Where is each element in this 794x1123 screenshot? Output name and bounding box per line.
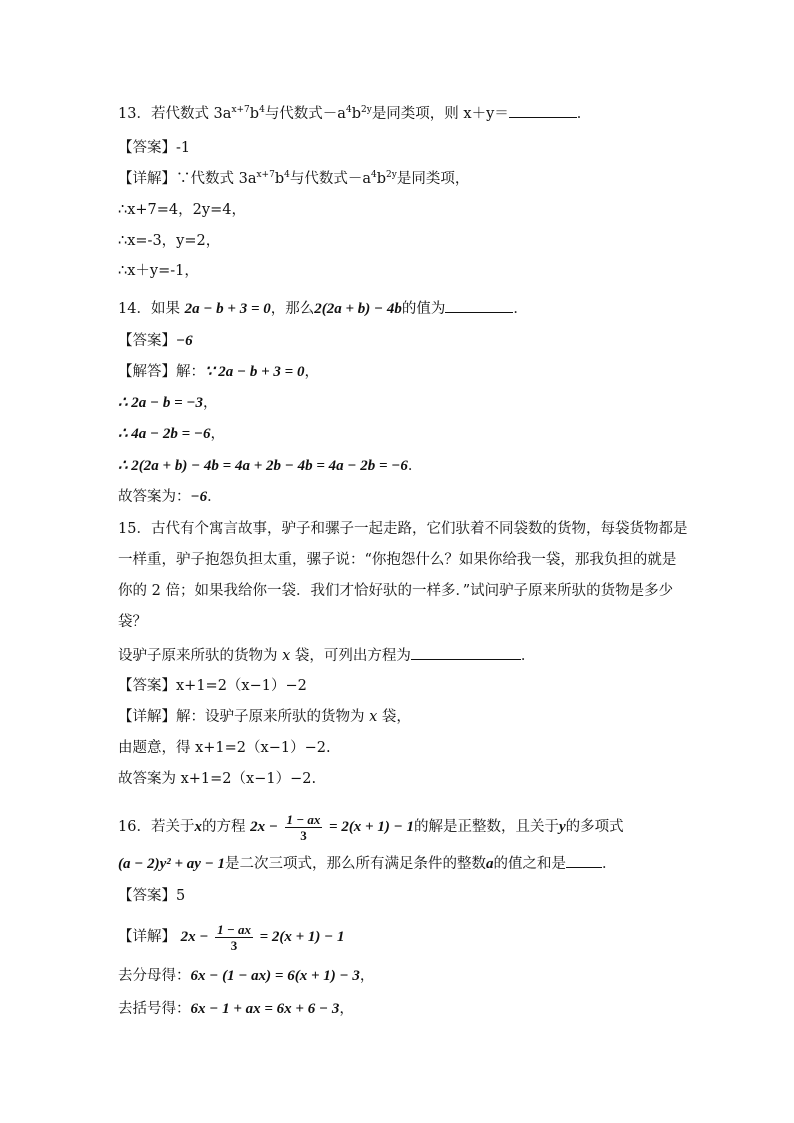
q13-stem [118, 103, 591, 126]
q13-detail-text: 是同类项， [396, 171, 470, 187]
q13-detail-text: 与代数式－a [289, 171, 372, 187]
q14-solution-expression: ∴ 2a − b = −3 [118, 395, 204, 411]
q16-variable-a: a [486, 856, 494, 872]
q16-answer-blank [566, 853, 602, 868]
q16-fraction [285, 812, 323, 843]
q13-detail-text: b [376, 171, 387, 187]
q16-variable-x: x [194, 819, 202, 835]
q14-final-answer [118, 487, 222, 507]
q13-detail [118, 169, 469, 191]
q14-solution-expression: ∴ 2(2a + b) − 4b = 4a + 2b − 4b = 4a − 2b = −6 [118, 458, 408, 474]
q16-step-label: 去分母得： [118, 968, 191, 984]
q16-variable-y: y [558, 819, 566, 835]
q16-stem-text: ． [602, 856, 617, 872]
q13-answer: 【答案】-1 [118, 140, 191, 156]
q14-stem-text: ，那么 [270, 301, 315, 317]
q16-fraction-denominator: 3 [300, 827, 307, 843]
q15-detail-line-2: 由题意，得 x+1=2（x−1）−2. [118, 740, 331, 756]
q13-stem-text: 是同类项，则 x＋y＝ [371, 106, 509, 122]
q14-stem [118, 298, 528, 319]
q15-stem-text: 袋，可列出方程为 [290, 648, 411, 664]
q14-answer-label: 【答案】 [118, 333, 176, 349]
q13-detail-text: 【详解】∵代数式 3a [118, 171, 257, 187]
q14-final-label: 故答案为： [118, 489, 191, 505]
q14-target-expression: 2(2a + b) − 4b [314, 301, 402, 317]
q15-variable-x: x [369, 709, 378, 725]
q16-stem-line-1 [118, 810, 624, 844]
q16-detail-line [118, 920, 345, 954]
q14-solution-line-3 [118, 424, 225, 444]
q13-stem-text: 与代数式－a [264, 106, 346, 122]
q13-step-1: ∴x+7=4，2y=4， [118, 202, 246, 218]
q14-solution-expression: ∴ 4a − 2b = −6 [118, 426, 211, 442]
q14-condition-expression: 2a − b + 3 = 0 [184, 301, 271, 317]
q13-answer-blank [509, 103, 577, 118]
q15-answer-blank [411, 645, 521, 660]
q16-fraction-numerator: 1 − ax [286, 811, 321, 827]
q14-stem-text: 14．如果 [118, 301, 180, 317]
q16-step-expression: 6x − (1 − ax) = 6(x + 1) − 3 [190, 968, 360, 984]
q15-detail-line-3: 故答案为 x+1=2（x−1）−2. [118, 771, 317, 787]
q13-exponent: x+7 [256, 170, 275, 180]
q16-stem-text: 的值之和是 [493, 856, 567, 872]
q15-detail-line-1 [118, 707, 411, 727]
q15-variable-x: x [282, 648, 291, 664]
q15-detail-text: 【详解】解：设驴子原来所驮的货物为 [118, 709, 370, 725]
q14-solution-label: 【解答】解： [118, 364, 205, 380]
q13-exponent: 4 [284, 170, 290, 180]
q15-stem-line-3: 你的 2 倍；如果我给你一袋．我们才恰好驮的一样多．”试问驴子原来所驮的货物是多少 [118, 583, 674, 599]
q13-stem-text: 13．若代数式 3a [118, 106, 232, 122]
q16-equation-right: = 2(x + 1) − 1 [259, 929, 345, 945]
q13-exponent: 4 [345, 105, 352, 115]
q14-final-value: −6 [190, 489, 208, 505]
q13-exponent: 2y [361, 105, 372, 115]
q14-solution-line-4 [118, 456, 422, 476]
q16-fraction-numerator: 1 − ax [217, 921, 251, 937]
q16-step-1 [118, 966, 374, 986]
q14-stem-text: 的值为 [401, 301, 446, 317]
q14-answer-blank [445, 298, 513, 313]
q15-stem-line-5 [118, 645, 535, 666]
q13-stem-text: b [351, 106, 361, 122]
q16-step-label: 去括号得： [118, 1001, 191, 1017]
q16-fraction [215, 922, 253, 953]
q14-punct: ， [210, 426, 226, 442]
q15-stem-line-1: 15．古代有个寓言故事，驴子和骡子一起走路，它们驮着不同袋数的货物，每袋货物都是 [118, 521, 688, 537]
q15-stem-line-4: 袋？ [118, 614, 147, 630]
q16-answer: 【答案】5 [118, 888, 186, 904]
q16-detail-label: 【详解】 [118, 929, 176, 945]
q15-answer: 【答案】x+1=2（x−1）−2 [118, 678, 307, 694]
q14-solution-expression: ∵ 2a − b + 3 = 0 [205, 364, 305, 380]
q15-stem-text: 设驴子原来所驮的货物为 [118, 648, 283, 664]
q13-exponent: 4 [259, 105, 265, 115]
q16-stem-text: 是二次三项式，那么所有满足条件的整数 [225, 856, 487, 872]
q16-stem-text: 16．若关于 [118, 819, 195, 835]
q14-punct: ， [304, 364, 319, 380]
q16-step-2 [118, 999, 354, 1019]
q13-step-3: ∴x＋y=-1， [118, 263, 199, 279]
q16-stem-text: 的方程 [201, 819, 246, 835]
q14-answer-value: −6 [176, 333, 193, 349]
q16-equation-left: 2x − [250, 819, 278, 835]
q13-exponent: 4 [371, 170, 377, 180]
q13-stem-text: ． [576, 106, 592, 122]
q16-fraction-denominator: 3 [230, 937, 238, 953]
q16-polynomial: (a − 2)y² + ay − 1 [118, 856, 226, 872]
q14-punct: ． [207, 489, 222, 505]
q13-exponent: x+7 [231, 105, 250, 115]
q15-stem-line-2: 一样重，驴子抱怨负担太重，骡子说：“你抱怨什么？如果你给我一袋，那我负担的就是 [118, 552, 677, 568]
q16-stem-text: 的解是正整数，且关于 [413, 819, 559, 835]
q14-punct: ． [407, 458, 423, 474]
q14-solution-line-2 [118, 393, 218, 413]
q15-stem-text: ． [520, 648, 536, 664]
q16-step-expression: 6x − 1 + ax = 6x + 6 − 3 [190, 1001, 340, 1017]
q13-step-2: ∴x=-3，y=2， [118, 233, 221, 249]
q16-equation-right: = 2(x + 1) − 1 [329, 819, 414, 835]
q16-equation-left: 2x − [180, 929, 209, 945]
q13-stem-text: b [249, 106, 260, 122]
q14-solution-line-1 [118, 362, 319, 382]
q14-punct: ， [203, 395, 218, 411]
q13-exponent: 2y [386, 170, 397, 180]
q16-punct: ， [359, 968, 375, 984]
q16-stem-text: 的多项式 [565, 819, 624, 835]
q13-detail-text: b [274, 171, 285, 187]
q14-stem-text: ． [513, 301, 528, 317]
q15-detail-text: 袋， [377, 709, 411, 725]
q16-punct: ， [339, 1001, 354, 1017]
q16-stem-line-2 [118, 853, 617, 874]
q14-answer [118, 331, 193, 351]
